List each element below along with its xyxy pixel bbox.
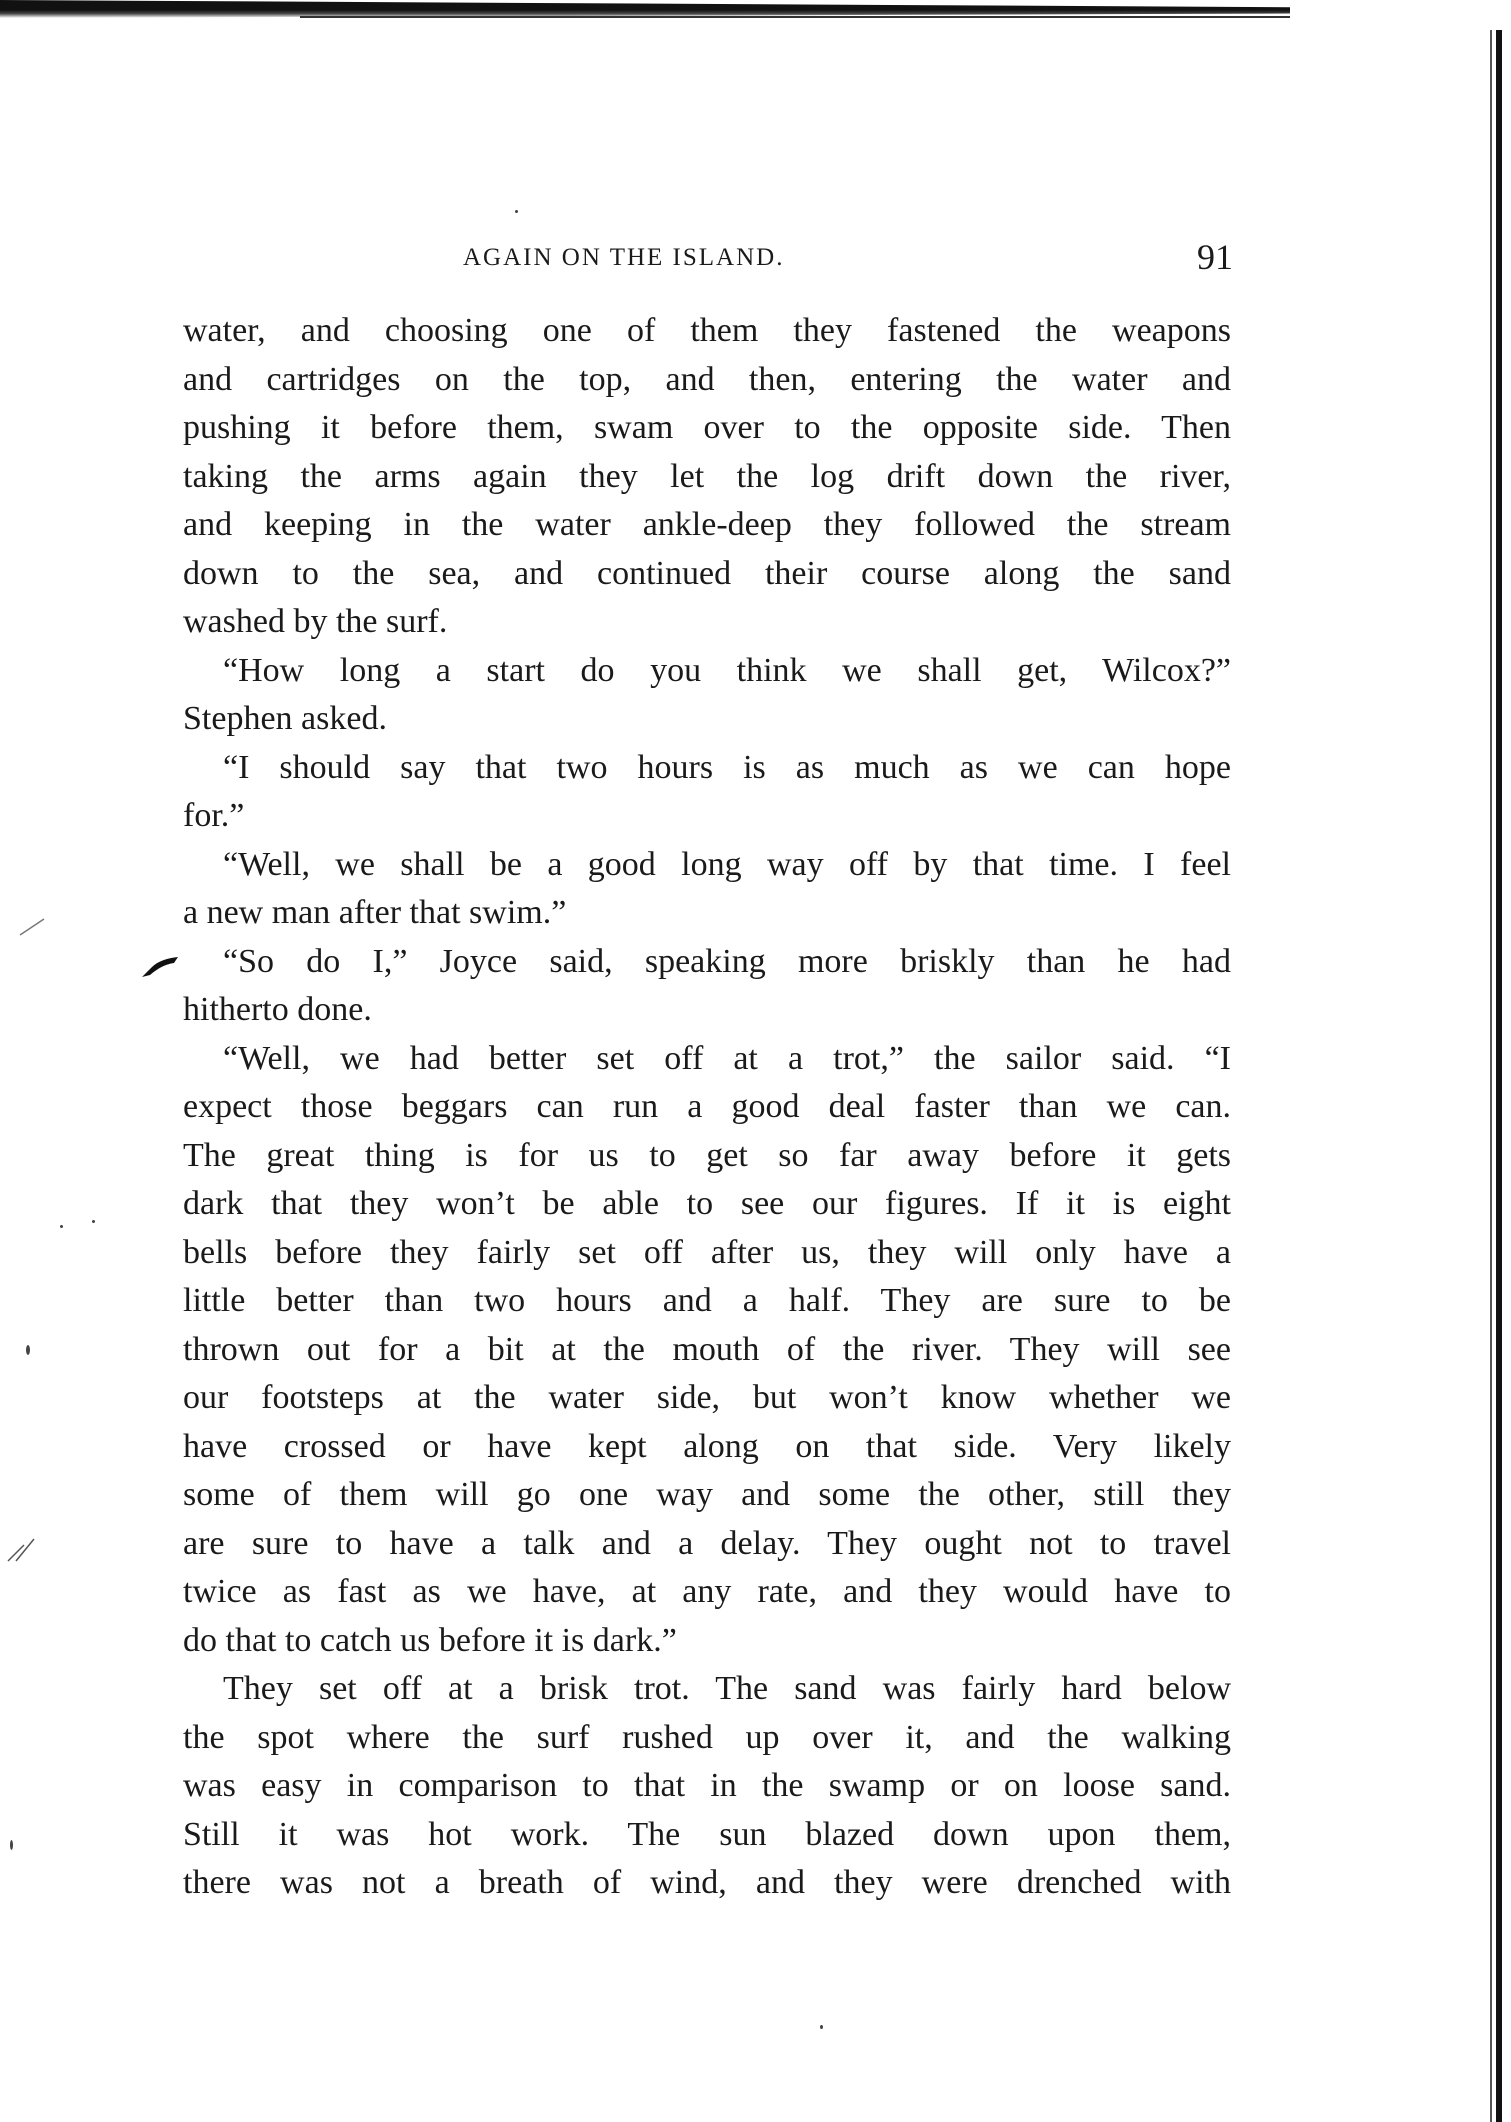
- margin-scribble-left-1: [18, 915, 48, 939]
- margin-speck: [515, 210, 518, 213]
- text-line: have crossed or have kept along on that side. Very likely: [183, 1427, 1231, 1465]
- text-line: washed by the surf.: [183, 603, 448, 640]
- text-line: for.”: [183, 797, 245, 834]
- right-page-edge: [1496, 30, 1502, 2122]
- text-line: pushing it before them, swam over to the opposite side. Then: [183, 409, 1231, 446]
- text-line: thrown out for a bit at the mouth of the river. They will see: [183, 1330, 1231, 1368]
- text-line: our footsteps at the water side, but won’t know whether we: [183, 1379, 1231, 1416]
- text-line: are sure to have a talk and a delay. They ought not to travel: [183, 1524, 1231, 1562]
- text-line: Stephen asked.: [183, 700, 387, 737]
- text-line: and keeping in the water ankle-deep they followed the stream: [183, 506, 1231, 543]
- text-line: “How long a start do you think we shall get, Wilcox?”: [223, 651, 1231, 689]
- text-line: some of them will go one way and some the other, still they: [183, 1476, 1231, 1513]
- text-line: the spot where the surf rushed up over it, and the walking: [183, 1718, 1231, 1756]
- text-line: taking the arms again they let the log drift down the river,: [183, 457, 1231, 495]
- text-line: water, and choosing one of them they fastened the weapons: [183, 312, 1231, 349]
- text-line: “So do I,” Joyce said, speaking more briskly than he had: [223, 942, 1231, 980]
- text-line: “Well, we had better set off at a trot,” the sailor said. “I: [223, 1039, 1231, 1077]
- margin-speck: [92, 1220, 95, 1223]
- text-line: They set off at a brisk trot. The sand was fairly hard below: [223, 1670, 1231, 1707]
- text-line: “Well, we shall be a good long way off by that time. I feel: [223, 845, 1231, 883]
- text-line: do that to catch us before it is dark.”: [183, 1621, 677, 1659]
- text-line: was easy in comparison to that in the swamp or on loose sand.: [183, 1767, 1231, 1804]
- text-line: dark that they won’t be able to see our figures. If it is eight: [183, 1185, 1231, 1222]
- margin-speck: [26, 1345, 30, 1355]
- margin-speck: [60, 1225, 63, 1228]
- text-line: a new man after that swim.”: [183, 894, 567, 931]
- text-line: The great thing is for us to get so far away before it gets: [183, 1136, 1231, 1174]
- running-title: AGAIN ON THE ISLAND.: [463, 244, 785, 271]
- text-line: bells before they fairly set off after us, they will only have a: [183, 1233, 1231, 1271]
- margin-speck: [820, 2025, 823, 2029]
- text-line: and cartridges on the top, and then, entering the water and: [183, 360, 1231, 398]
- pencil-tick-icon: [138, 955, 182, 981]
- text-line: expect those beggars can run a good deal faster than we can.: [183, 1088, 1231, 1125]
- margin-scribble-left-2: [4, 1535, 40, 1565]
- page-number: 91: [1197, 237, 1233, 277]
- text-line: there was not a breath of wind, and they were drenched with: [183, 1864, 1231, 1901]
- text-line: hitherto done.: [183, 991, 372, 1028]
- margin-speck: [10, 1840, 13, 1850]
- text-line: Still it was hot work. The sun blazed down upon them,: [183, 1815, 1231, 1853]
- running-head: [183, 237, 1233, 290]
- text-line: little better than two hours and a half. They are sure to be: [183, 1282, 1231, 1319]
- text-line: “I should say that two hours is as much as we can hope: [223, 748, 1231, 786]
- top-rule-line: [300, 16, 1290, 18]
- right-page-edge-thin: [1490, 30, 1492, 2122]
- text-line: twice as fast as we have, at any rate, and they would have to: [183, 1573, 1231, 1610]
- body-text: [183, 307, 1231, 1908]
- text-line: down to the sea, and continued their course along the sand: [183, 554, 1231, 592]
